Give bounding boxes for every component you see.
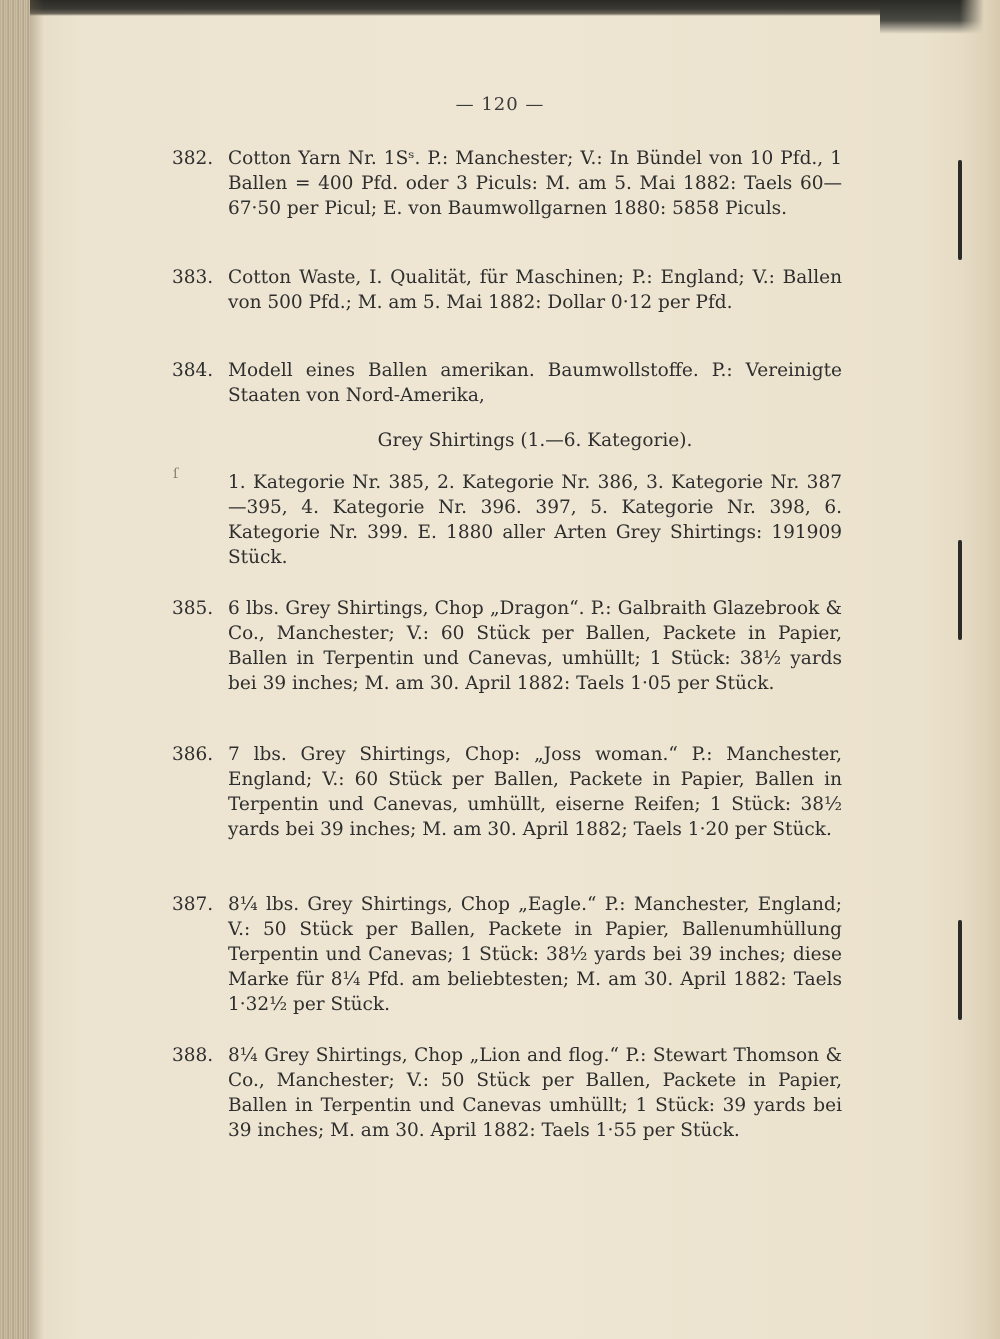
entry-text: Modell eines Ballen amerikan. Baumwollstoffe. P.: Vereinigte Staaten von Nord-Amerika, [228,360,842,406]
entry-number: 385. [172,598,214,619]
page-top-edge [0,0,1000,16]
entry-385 [172,596,842,696]
page-number: — 120 — [455,94,545,115]
edge-mark-1 [958,160,962,260]
entry-383 [172,265,842,315]
entry-number: 382. [172,148,214,169]
entry-number: 388. [172,1045,214,1066]
edge-mark-2 [958,540,962,640]
entry-text: 8¼ Grey Shirtings, Chop „Lion and flog.“ P.: Stewart Thomson & Co., Manchester; V.: 50 Stück per Ballen, Packete in Papier, Ballen in Terpentin und Canevas umhüllt; 1 Stück: 39 yards bei 39 inches; M. am 30. April 1882: Taels 1·55 per Stück. [228,1045,842,1141]
entry-text: 6 lbs. Grey Shirtings, Chop „Dragon“. P.: Galbraith Glazebrook & Co., Manchester; V.: 60 Stück per Ballen, Packete in Papier, Ballen in Terpentin und Canevas, umhüllt; 1 Stück: 38½ yards bei 39 inches; M. am 30. April 1882: Taels 1·05 per Stück. [228,598,842,694]
entry-number: 386. [172,744,214,765]
entry-386 [172,742,842,842]
entry-number: 383. [172,267,214,288]
section-heading: Grey Shirtings (1.—6. Kategorie). [377,430,693,451]
entry-387 [172,892,842,1017]
edge-mark-3 [958,920,962,1020]
entry-number: 387. [172,894,214,915]
book-spine [0,0,30,1339]
margin-mark: ſ [173,466,179,482]
entry-text: 7 lbs. Grey Shirtings, Chop: „Joss woman.“ P.: Manchester, England; V.: 60 Stück per Ballen, Packete in Papier, Ballen in Terpentin und Canevas, umhüllt, eiserne Reifen; 1 Stück: 38½ yards bei 39 inches; M. am 30. April 1882; Taels 1·20 per Stück. [228,744,842,840]
entry-388 [172,1043,842,1143]
entry-text: Cotton Waste, I. Qualität, für Maschinen; P.: England; V.: Ballen von 500 Pfd.; M. am 5. Mai 1882: Dollar 0·12 per Pfd. [228,267,842,313]
page-right-edge [960,0,1000,1339]
spine-shadow [30,0,44,1339]
entry-text: Cotton Yarn Nr. 1Sˢ. P.: Manchester; V.: In Bündel von 10 Pfd., 1 Ballen = 400 Pfd. oder 3 Piculs: M. am 5. Mai 1882: Taels 60—67·50 per Picul; E. von Baumwollgarnen 1880: 5858 Piculs. [228,148,842,219]
entry-382 [172,146,842,221]
entry-text: 8¼ lbs. Grey Shirtings, Chop „Eagle.“ P.: Manchester, England; V.: 50 Stück per Ballen, Packete in Papier, Ballenumhüllung Terpentin und Canevas; 1 Stück: 38½ yards bei 39 inches; diese Marke für 8¼ Pfd. am beliebtesten; M. am 30. April 1882: Taels 1·32½ per Stück. [228,894,842,1015]
entry-number: 384. [172,360,214,381]
category-text: 1. Kategorie Nr. 385, 2. Kategorie Nr. 386, 3. Kategorie Nr. 387—395, 4. Kategorie Nr. 396. 397, 5. Kategorie Nr. 398, 6. Kategorie Nr. 399. E. 1880 aller Arten Grey Shirtings: 191909 Stück. [228,472,842,568]
entry-384 [172,358,842,408]
